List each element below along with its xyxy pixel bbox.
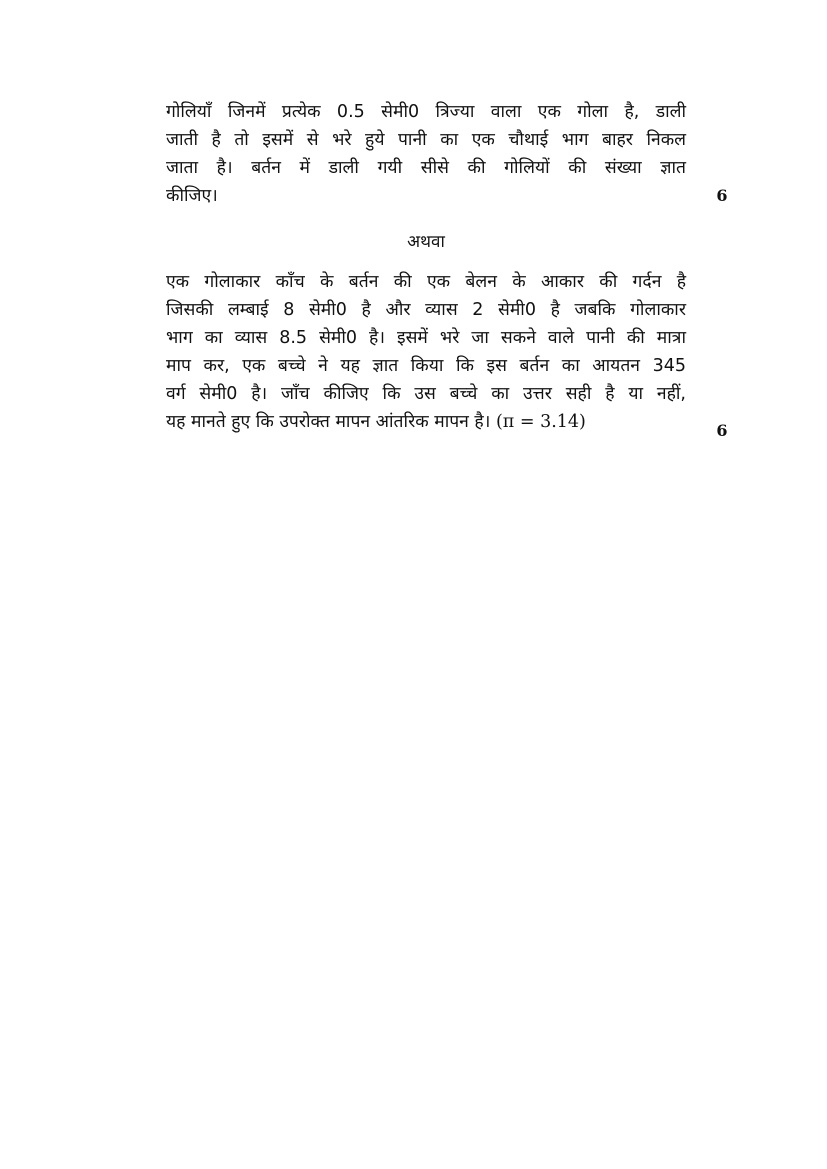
or-heading: अथवा [407,232,445,252]
question-a-line-4: कीजिए। [166,186,218,206]
question-b-line-4: माप कर, एक बच्चे ने यह ज्ञात किया कि इस बर्तन का आयतन 345 [166,356,686,376]
question-b-line-5: वर्ग सेमी0 है। जाँच कीजिए कि उस बच्चे का उत्तर सही है या नहीं, [166,384,686,404]
question-b-marks: 6 [716,421,728,440]
question-b-line-3: भाग का व्यास 8.5 सेमी0 है। इसमें भरे जा सकने वाले पानी की मात्रा [166,328,686,348]
question-a-marks: 6 [716,186,728,205]
question-a-text [166,98,686,210]
question-b-line-1: एक गोलाकार काँच के बर्तन की एक बेलन के आकार की गर्दन है [166,272,686,292]
question-b-line-6 [166,408,686,436]
question-a-line-2: जाती है तो इसमें से भरे हुये पानी का एक चौथाई भाग बाहर निकल [166,130,686,150]
question-b-line-6-text: यह मानते हुए कि उपरोक्त मापन आंतरिक मापन है। [166,412,491,432]
question-b-line-2: जिसकी लम्बाई 8 सेमी0 है और व्यास 2 सेमी0 है जबकि गोलाकार [166,300,686,320]
pi-formula: (π = 3.14) [495,412,586,432]
question-b-text [166,268,686,436]
question-a-line-3: जाता है। बर्तन में डाली गयी सीसे की गोलियों की संख्या ज्ञात [166,158,686,178]
question-a-line-1: गोलियाँ जिनमें प्रत्येक 0.5 सेमी0 त्रिज्या वाला एक गोला है, डाली [166,102,686,122]
